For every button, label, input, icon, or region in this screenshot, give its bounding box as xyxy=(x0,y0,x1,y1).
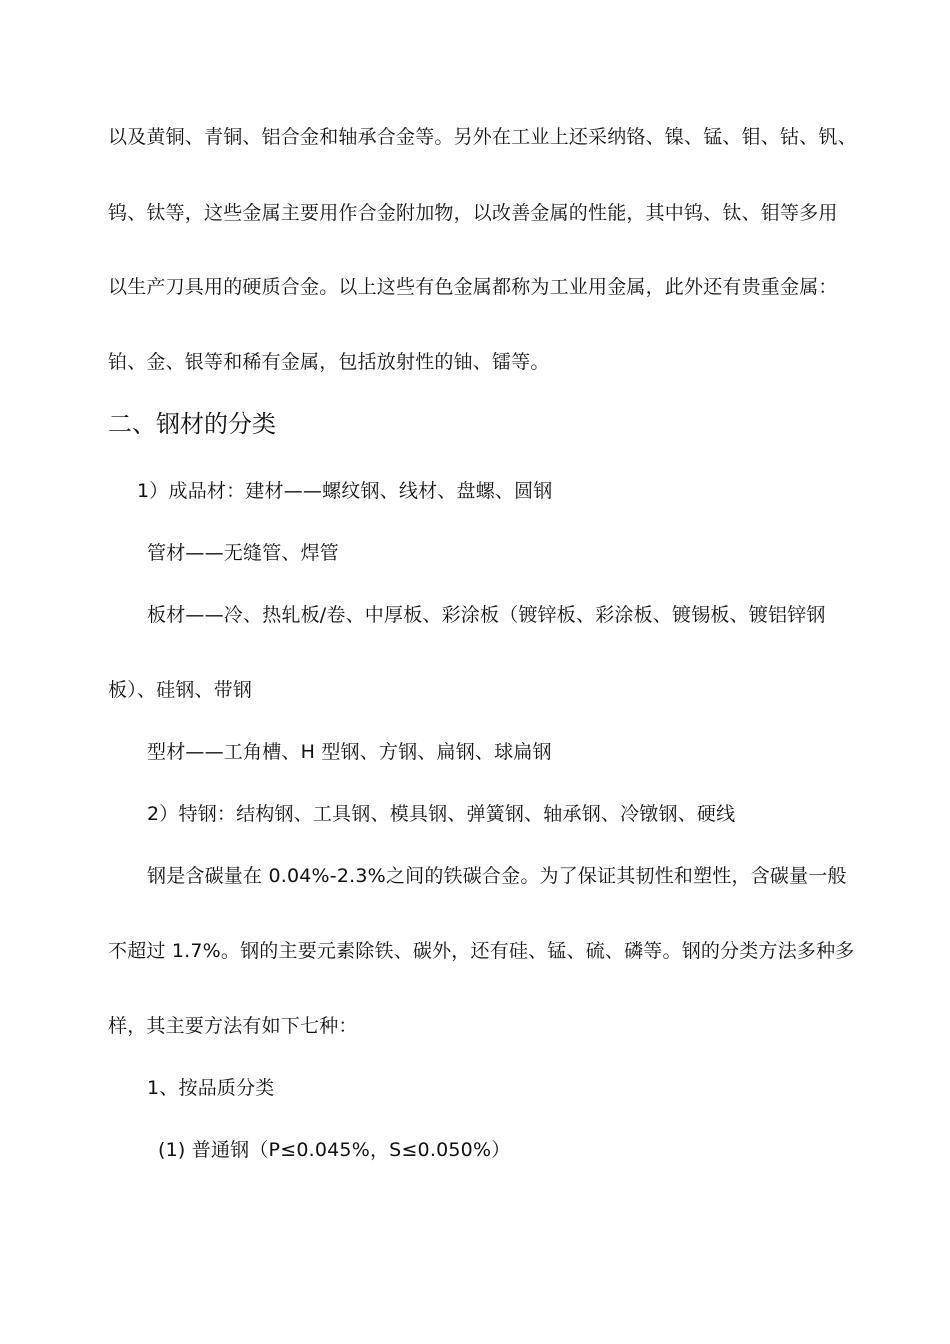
special-steel-line: 2）特钢：结构钢、工具钢、模具钢、弹簧钢、轴承钢、冷镦钢、硬线 xyxy=(147,803,736,825)
paragraph-line: 以生产刀具用的硬质合金。以上这些有色金属都称为工业用金属，此外还有贵重金属： xyxy=(108,276,838,298)
classification-title: 1、按品质分类 xyxy=(147,1077,275,1099)
paragraph-line: 不超过 1.7%。钢的主要元素除铁、碳外，还有硅、锰、硫、磷等。钢的分类方法多种多 xyxy=(108,940,855,962)
paragraph-line: 以及黄铜、青铜、铝合金和轴承合金等。另外在工业上还采纳铬、镍、锰、钼、钴、钒、 xyxy=(108,126,857,148)
pipe-line: 管材——无缝管、焊管 xyxy=(147,542,340,564)
section-heading: 二、钢材的分类 xyxy=(108,410,276,438)
plate-line: 板材——冷、热轧板/卷、中厚板、彩涂板（镀锌板、彩涂板、镀锡板、镀铝锌钢 xyxy=(147,604,826,626)
paragraph-line: 钢是含碳量在 0.04%-2.3%之间的铁碳合金。为了保证其韧性和塑性，含碳量一般 xyxy=(147,865,847,887)
classification-item: (1) 普通钢（P≤0.045%，S≤0.050%） xyxy=(158,1139,511,1161)
finished-products-intro: 1）成品材：建材——螺纹钢、线材、盘螺、圆钢 xyxy=(137,480,553,502)
paragraph-line: 铂、金、银等和稀有金属，包括放射性的铀、镭等。 xyxy=(108,351,550,373)
profile-line: 型材——工角槽、H 型钢、方钢、扁钢、球扁钢 xyxy=(147,741,552,763)
paragraph-line: 钨、钛等，这些金属主要用作合金附加物，以改善金属的性能，其中钨、钛、钼等多用 xyxy=(108,202,838,224)
paragraph-line: 样，其主要方法有如下七种： xyxy=(108,1015,358,1037)
plate-line-continued: 板）、硅钢、带钢 xyxy=(108,679,253,701)
